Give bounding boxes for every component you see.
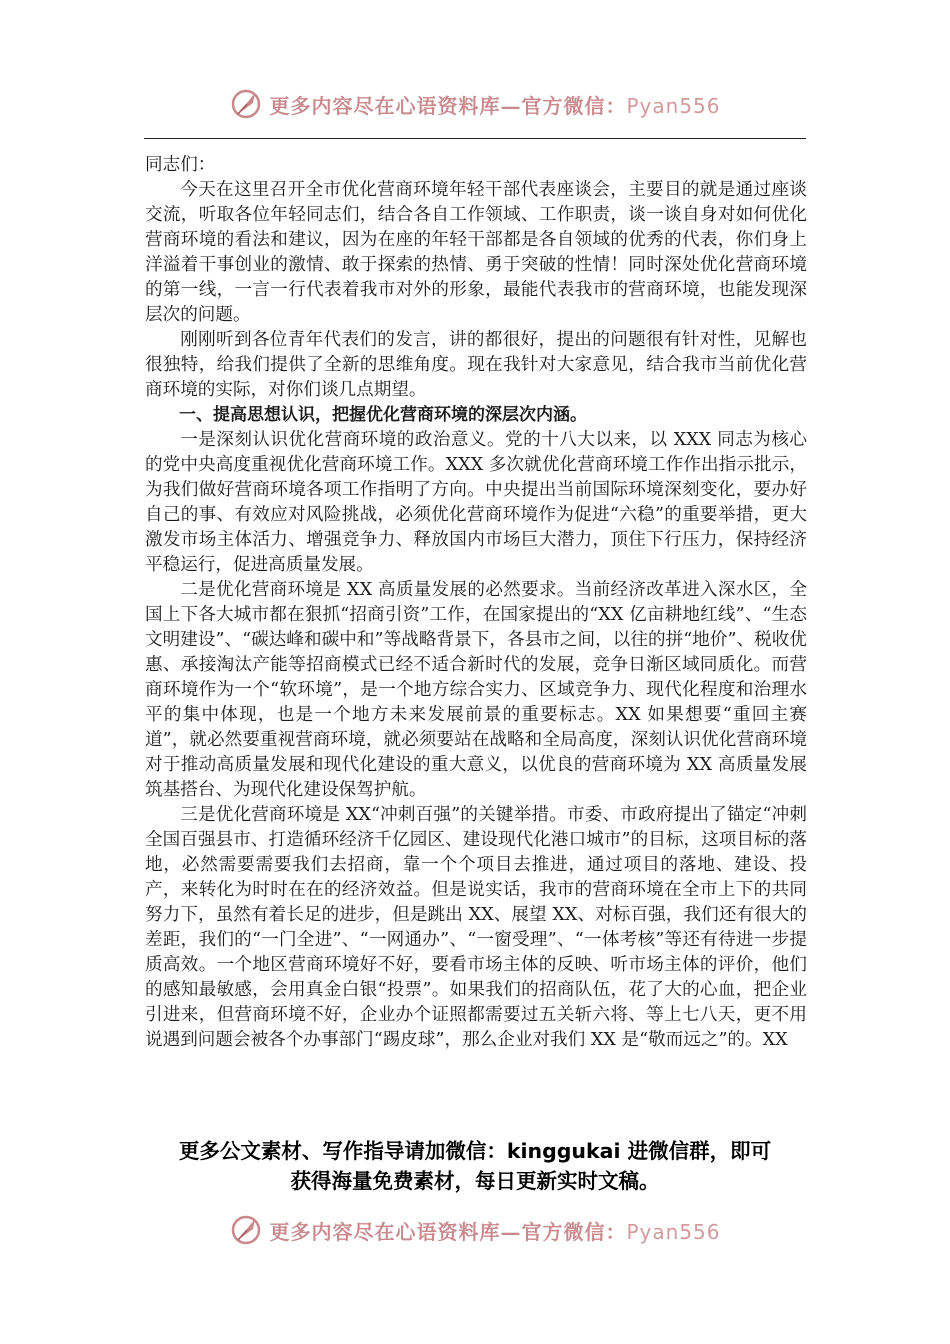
salutation: 同志们：	[145, 155, 216, 175]
header-brand	[0, 84, 950, 124]
footer-wechat-id: Pyan556	[626, 1219, 721, 1244]
paragraph: 二是优化营商环境是 XX 高质量发展的必然要求。当前经济改革进入深水区，全国上下各大城市都在狠抓“招商引资”工作，在国家提出的“XX 亿亩耕地红线”、“生态文明建设”、“碳达峰和碳中和”等战略背景下，各县市之间，以往的拼“地价”、税收优惠、承接淘汰产能等招商模式已经不适合新时代的发展，竞争日渐区域同质化。而营商环境作为一个“软环境”，是一个地方综合实力、区域竞争力、现代化程度和治理水平的集中体现，也是一个地方未来发展前景的重要标志。XX 如果想要“重回主赛道”，就必然要重视营商环境，就必须要站在战略和全局高度，深刻认识优化营商环境对于推动高质量发展和现代化建设的重大意义，以优良的营商环境为 XX 高质量发展筑基搭台、为现代化建设保驾护航。	[145, 580, 807, 800]
footer-brand-text: 更多内容尽在心语资料库—官方微信：Pyan556	[269, 1219, 721, 1244]
section-heading: 一、提高思想认识，把握优化营商环境的深层次内涵。	[179, 405, 587, 425]
header-divider	[144, 138, 806, 139]
footer-brand	[0, 1210, 950, 1250]
promo-notice	[140, 1136, 810, 1196]
promo-line: 更多公文素材、写作指导请加微信：kinggukai 进微信群，即可	[178, 1139, 772, 1163]
paragraph: 今天在这里召开全市优化营商环境年轻干部代表座谈会，主要目的就是通过座谈交流，听取各位年轻同志们，结合各自工作领域、工作职责，谈一谈自身对如何优化营商环境的看法和建议，因为在座的年轻干部都是各自领域的优秀的代表，你们身上洋溢着干事创业的激情、敢于探索的热情、勇于突破的性情！同时深处优化营商环境的第一线，一言一行代表着我市对外的形象，最能代表我市的营商环境，也能发现深层次的问题。	[145, 180, 807, 325]
header-wechat-id: Pyan556	[626, 93, 721, 118]
paragraph: 刚刚听到各位青年代表们的发言，讲的都很好，提出的问题很有针对性，见解也很独特，给我们提供了全新的思维角度。现在我针对大家意见，结合我市当前优化营商环境的实际，对你们谈几点期望。	[145, 330, 807, 400]
header-brand-text: 更多内容尽在心语资料库—官方微信：Pyan556	[269, 93, 721, 118]
paragraph: 一是深刻认识优化营商环境的政治意义。党的十八大以来，以 XXX 同志为核心的党中央高度重视优化营商环境工作。XXX 多次就优化营商环境工作作出指示批示，为我们做好营商环境各项工作指明了方向。中央提出当前国际环境深刻变化，要办好自己的事、有效应对风险挑战，必须优化营商环境作为促进“六稳”的重要举措，更大激发市场主体活力、增强竞争力、释放国内市场巨大潜力，顶住下行压力，保持经济平稳运行，促进高质量发展。	[145, 430, 807, 575]
paragraph: 三是优化营商环境是 XX“冲刺百强”的关键举措。市委、市政府提出了锚定“冲刺全国百强县市、打造循环经济千亿园区、建设现代化港口城市”的目标，这项目标的落地，必然需要需要我们去招商，靠一个个项目去推进，通过项目的落地、建设、投产，来转化为时时在在的经济效益。但是说实话，我市的营商环境在全市上下的共同努力下，虽然有着长足的进步，但是跳出 XX、展望 XX、对标百强，我们还有很大的差距，我们的“一门全进”、“一网通办”、“一窗受理”、“一体考核”等还有待进一步提质高效。一个地区营商环境好不好，要看市场主体的反映、听市场主体的评价，他们的感知最敏感，会用真金白银“投票”。如果我们的招商队伍，花了大的心血，把企业引进来，但营商环境不好，企业办个证照都需要过五关斩六将、等上七八天，更不用说遇到问题会被各个办事部门“踢皮球”，那么企业对我们 XX 是“敬而远之”的。XX	[145, 805, 807, 1050]
promo-line: 获得海量免费素材，每日更新实时文稿。	[290, 1169, 660, 1193]
quill-logo-icon	[229, 1213, 263, 1247]
document-body	[145, 153, 807, 1053]
quill-logo-icon	[229, 87, 263, 121]
